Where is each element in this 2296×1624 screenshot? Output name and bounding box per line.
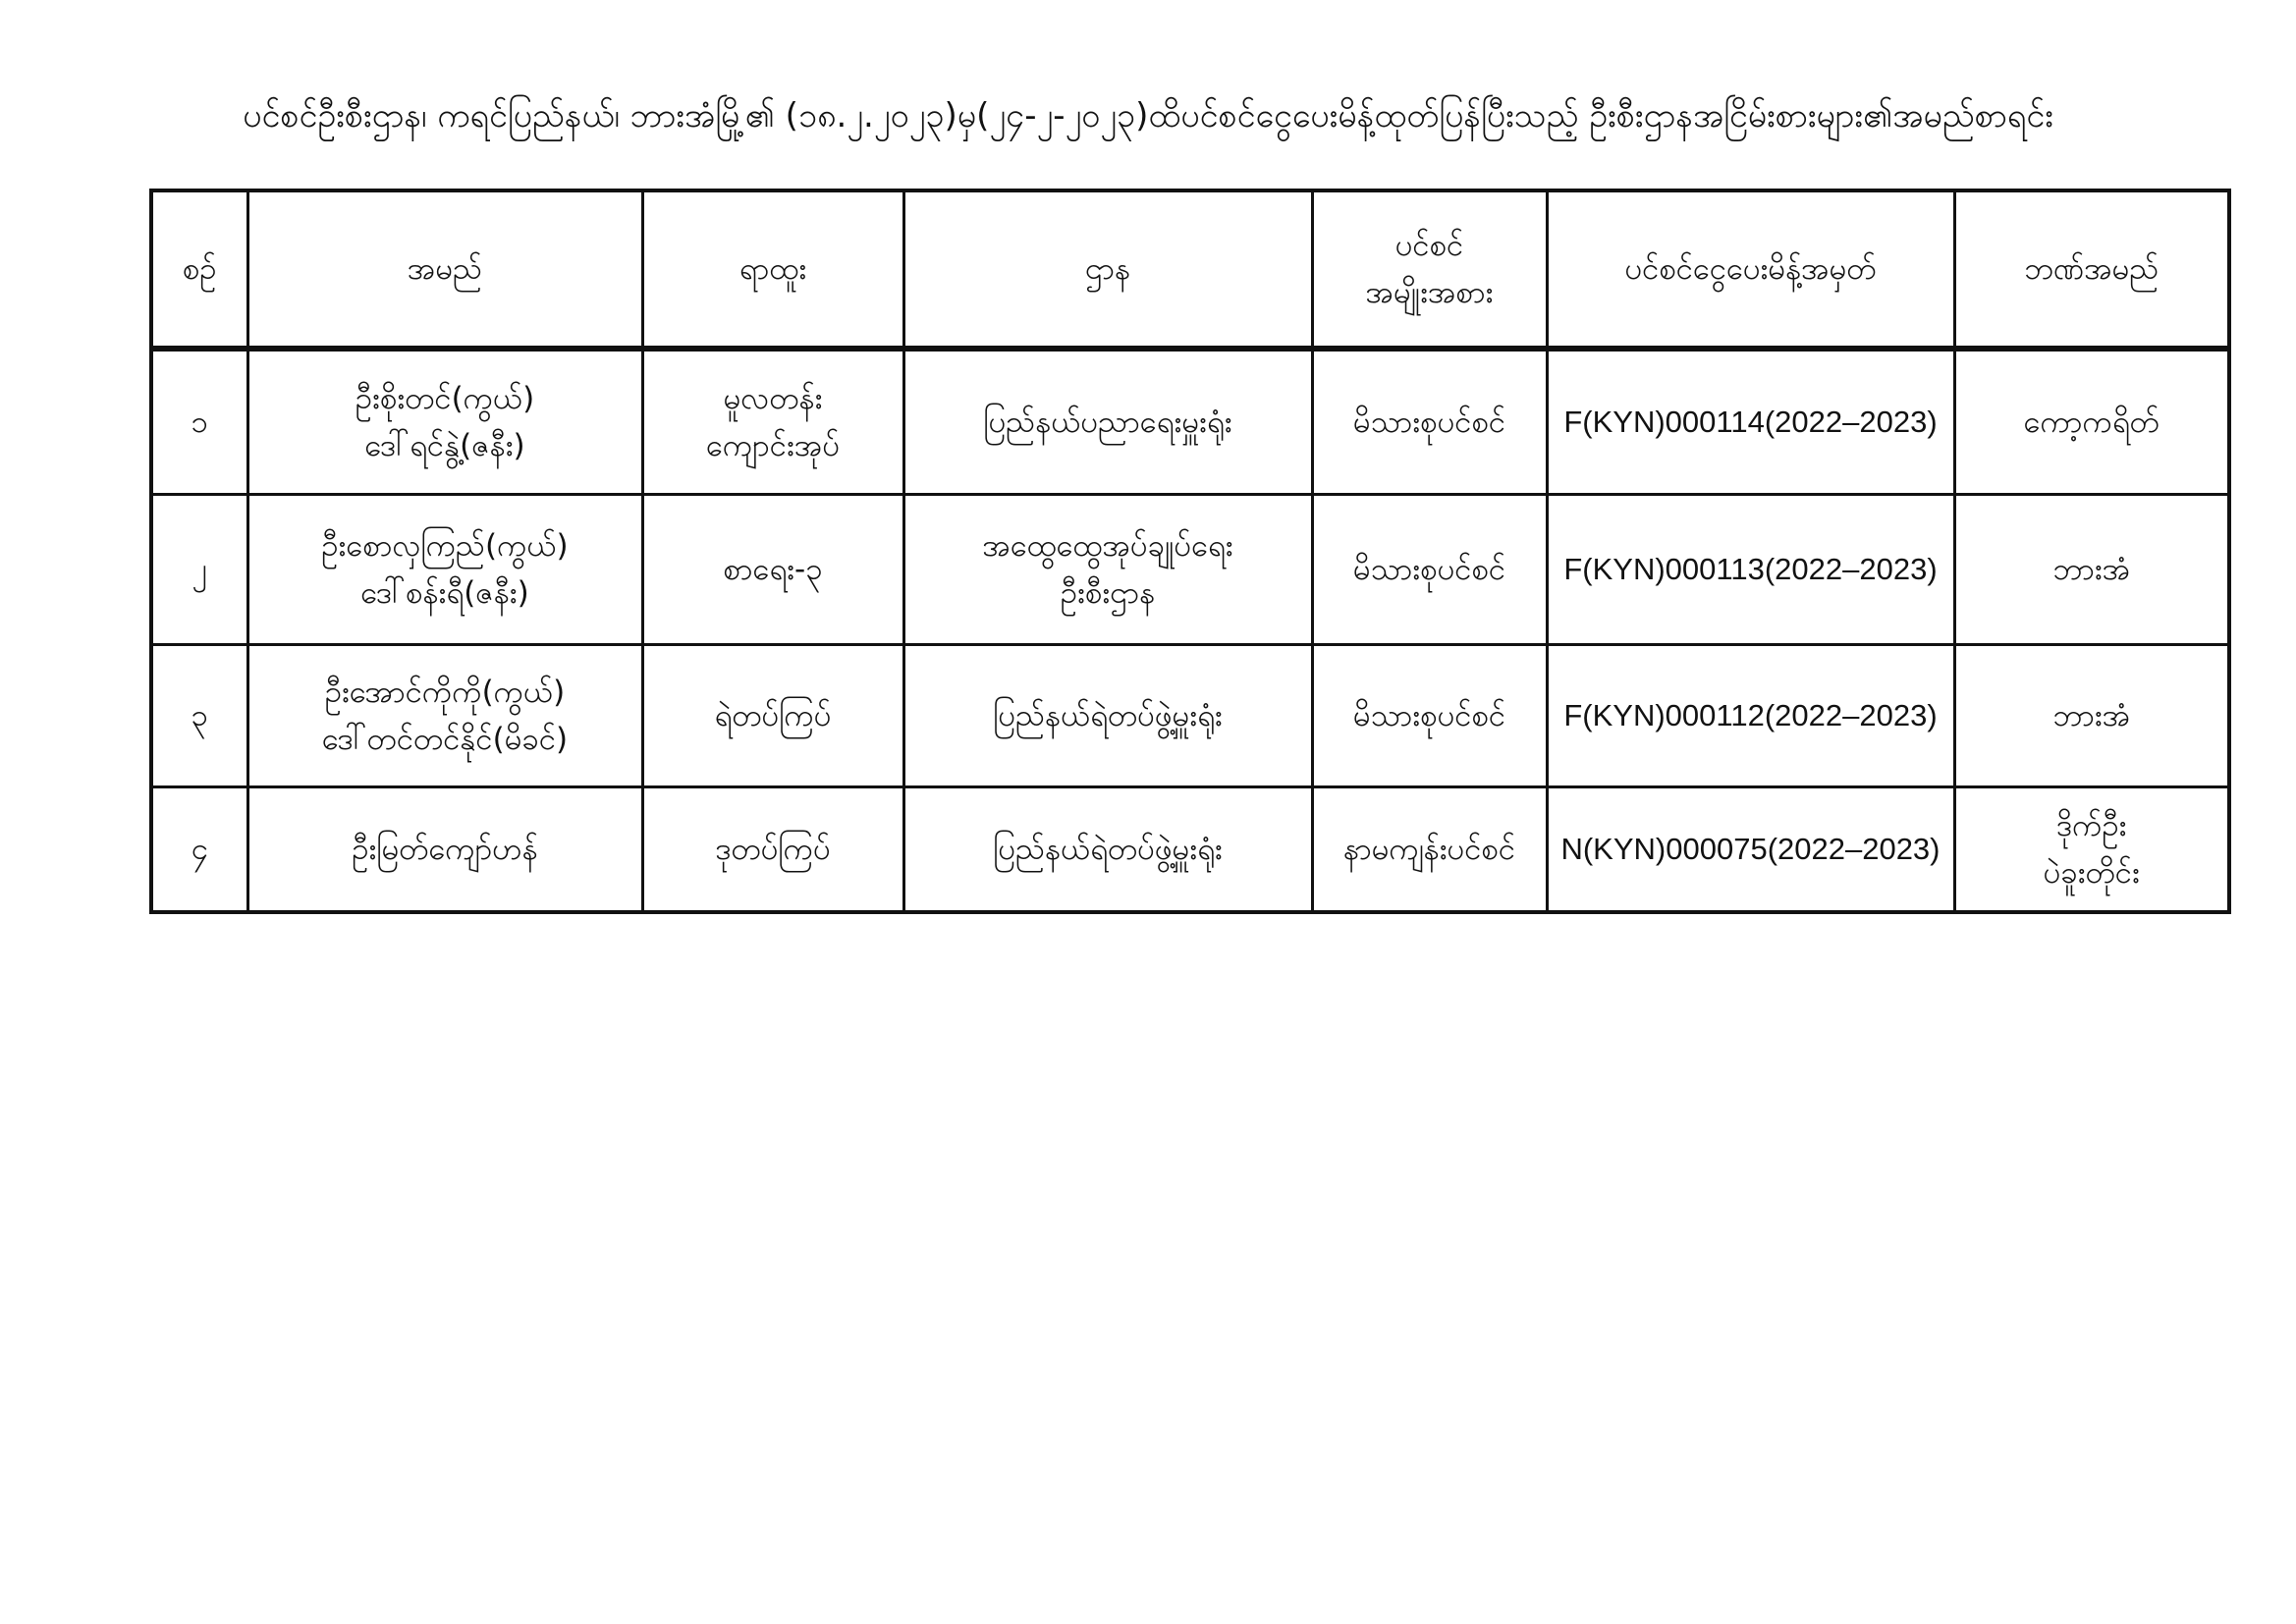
name-line: ဒေါ်ရင်နွဲ့(ဇနီး) [364, 428, 525, 463]
department-line: ပြည်နယ်ရဲတပ်ဖွဲ့မှူးရုံး [993, 832, 1223, 867]
cell-pension-number: F(KYN)000114(2022–2023) [1547, 349, 1954, 495]
header-pension-type [1312, 190, 1547, 349]
header-row [151, 190, 2229, 349]
cell-no: ၁ [151, 349, 247, 495]
bank-line: ပဲခူးတိုင်း [2043, 855, 2140, 891]
rank-line: စာရေး-၃ [723, 552, 823, 587]
cell-pension-type: နာမကျန်းပင်စင် [1312, 787, 1547, 913]
rank-line: မူလတန်း [723, 381, 823, 416]
name-line: ဦးမြတ်ကျော်ဟန် [352, 832, 538, 867]
department-line: ဦးစီးဌာန [1060, 575, 1156, 611]
cell-name [247, 349, 642, 495]
cell-pension-type: မိသားစုပင်စင် [1312, 495, 1547, 645]
cell-pension-number: F(KYN)000112(2022–2023) [1547, 645, 1954, 787]
name-line: ဦးအောင်ကိုကို(ကွယ်) [324, 675, 566, 710]
department-line: အထွေထွေအုပ်ချုပ်ရေး [982, 528, 1233, 564]
cell-name [247, 787, 642, 913]
header-bank: ဘဏ်အမည် [1954, 190, 2229, 349]
cell-department [903, 787, 1312, 913]
name-line: ဦးစောလှကြည်(ကွယ်) [321, 528, 569, 564]
header-rank: ရာထူး [642, 190, 903, 349]
header-name: အမည် [247, 190, 642, 349]
table-row [151, 495, 2229, 645]
bank-line: ကော့ကရိတ် [2023, 405, 2159, 440]
header-pension-number: ပင်စင်ငွေပေးမိန့်အမှတ် [1547, 190, 1954, 349]
header-pension-type-line2: အမျိုးအစား [1365, 275, 1494, 310]
header-department: ဌာန [903, 190, 1312, 349]
pensioner-table [149, 189, 2231, 914]
table-body [151, 349, 2229, 912]
cell-pension-number: F(KYN)000113(2022–2023) [1547, 495, 1954, 645]
department-line: ပြည်နယ်ရဲတပ်ဖွဲ့မှူးရုံး [993, 698, 1223, 733]
bank-line: ဘားအံ [2052, 552, 2131, 587]
cell-bank [1954, 349, 2229, 495]
header-no: စဉ် [151, 190, 247, 349]
cell-department [903, 645, 1312, 787]
cell-no: ၄ [151, 787, 247, 913]
table-row [151, 645, 2229, 787]
cell-no: ၃ [151, 645, 247, 787]
bank-line: ဘားအံ [2052, 698, 2131, 733]
cell-department [903, 495, 1312, 645]
cell-rank [642, 787, 903, 913]
header-pension-type-line1: ပင်စင် [1394, 228, 1464, 263]
name-line: ဒေါ်စန်းရီ(ဇနီး) [360, 575, 529, 611]
bank-line: ဒိုက်ဦး [2055, 808, 2127, 843]
name-line: ဦးစိုးတင်(ကွယ်) [355, 381, 535, 416]
department-line: ပြည်နယ်ပညာရေးမှူးရုံး [983, 405, 1232, 440]
cell-pension-type: မိသားစုပင်စင် [1312, 349, 1547, 495]
cell-rank [642, 495, 903, 645]
cell-bank [1954, 645, 2229, 787]
table-row [151, 787, 2229, 913]
rank-line: ကျောင်းအုပ် [705, 428, 841, 463]
cell-rank [642, 645, 903, 787]
cell-bank [1954, 495, 2229, 645]
cell-department [903, 349, 1312, 495]
table-row [151, 349, 2229, 495]
table-header [151, 190, 2229, 349]
rank-line: ရဲတပ်ကြပ် [714, 698, 832, 733]
rank-line: ဒုတပ်ကြပ် [715, 832, 831, 867]
cell-rank [642, 349, 903, 495]
cell-name [247, 495, 642, 645]
cell-name [247, 645, 642, 787]
cell-bank [1954, 787, 2229, 913]
document-title: ပင်စင်ဦးစီးဌာန၊ ကရင်ပြည်နယ်၊ ဘားအံမြို့၏ (၁၈.၂.၂၀၂၃)မှ(၂၄-၂-၂၀၂၃)ထိပင်စင်ငွေပေးမိန့်ထုတ်ပြန်ပြီးသည့် ဦးစီးဌာနအငြိမ်းစားများ၏အမည်စာရင်း [243, 96, 2053, 135]
cell-no: ၂ [151, 495, 247, 645]
name-line: ဒေါ်တင်တင်နိုင်(မိခင်) [321, 722, 569, 757]
cell-pension-type: မိသားစုပင်စင် [1312, 645, 1547, 787]
cell-pension-number: N(KYN)000075(2022–2023) [1547, 787, 1954, 913]
